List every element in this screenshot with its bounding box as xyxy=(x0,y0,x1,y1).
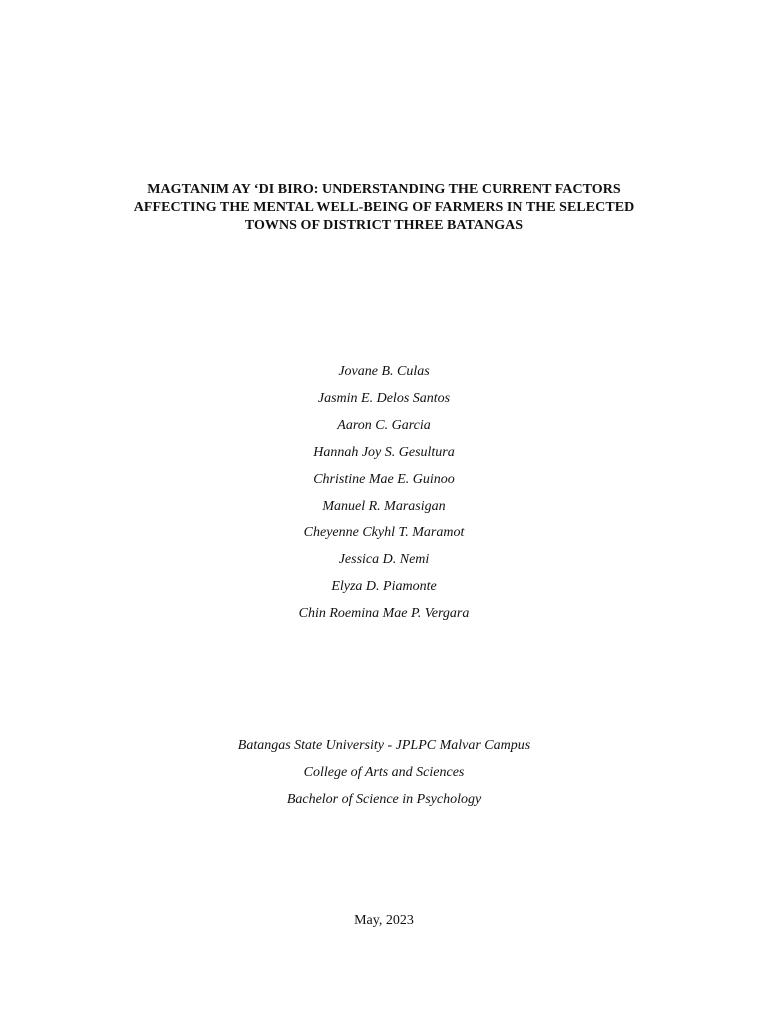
author-name: Manuel R. Marasigan xyxy=(322,498,446,514)
college-name: College of Arts and Sciences xyxy=(303,764,465,780)
author-name: Aaron C. Garcia xyxy=(337,417,431,433)
author-name: Jessica D. Nemi xyxy=(338,552,430,568)
author-name: Cheyenne Ckyhl T. Maramot xyxy=(303,525,465,541)
submission-date: May, 2023 xyxy=(354,913,414,928)
university-name: Batangas State University - JPLPC Malvar Campus xyxy=(237,738,531,753)
author-name: Chin Roemina Mae P. Vergara xyxy=(298,606,470,622)
author-name: Jasmin E. Delos Santos xyxy=(317,390,451,406)
author-name: Hannah Joy S. Gesultura xyxy=(313,444,455,460)
author-name: Jovane B. Culas xyxy=(338,364,430,379)
program-name: Bachelor of Science in Psychology xyxy=(286,791,482,807)
author-list xyxy=(184,359,584,628)
title-line: TOWNS OF DISTRICT THREE BATANGAS xyxy=(244,218,524,233)
author-name: Christine Mae E. Guinoo xyxy=(313,471,455,487)
affiliation-block xyxy=(134,733,634,814)
title-line: AFFECTING THE MENTAL WELL-BEING OF FARMERS IN THE SELECTED xyxy=(133,200,635,215)
author-name: Elyza D. Piamonte xyxy=(331,579,437,595)
paper-title xyxy=(90,181,678,235)
title-line: MAGTANIM AY ‘DI BIRO: UNDERSTANDING THE CURRENT FACTORS xyxy=(147,182,621,197)
